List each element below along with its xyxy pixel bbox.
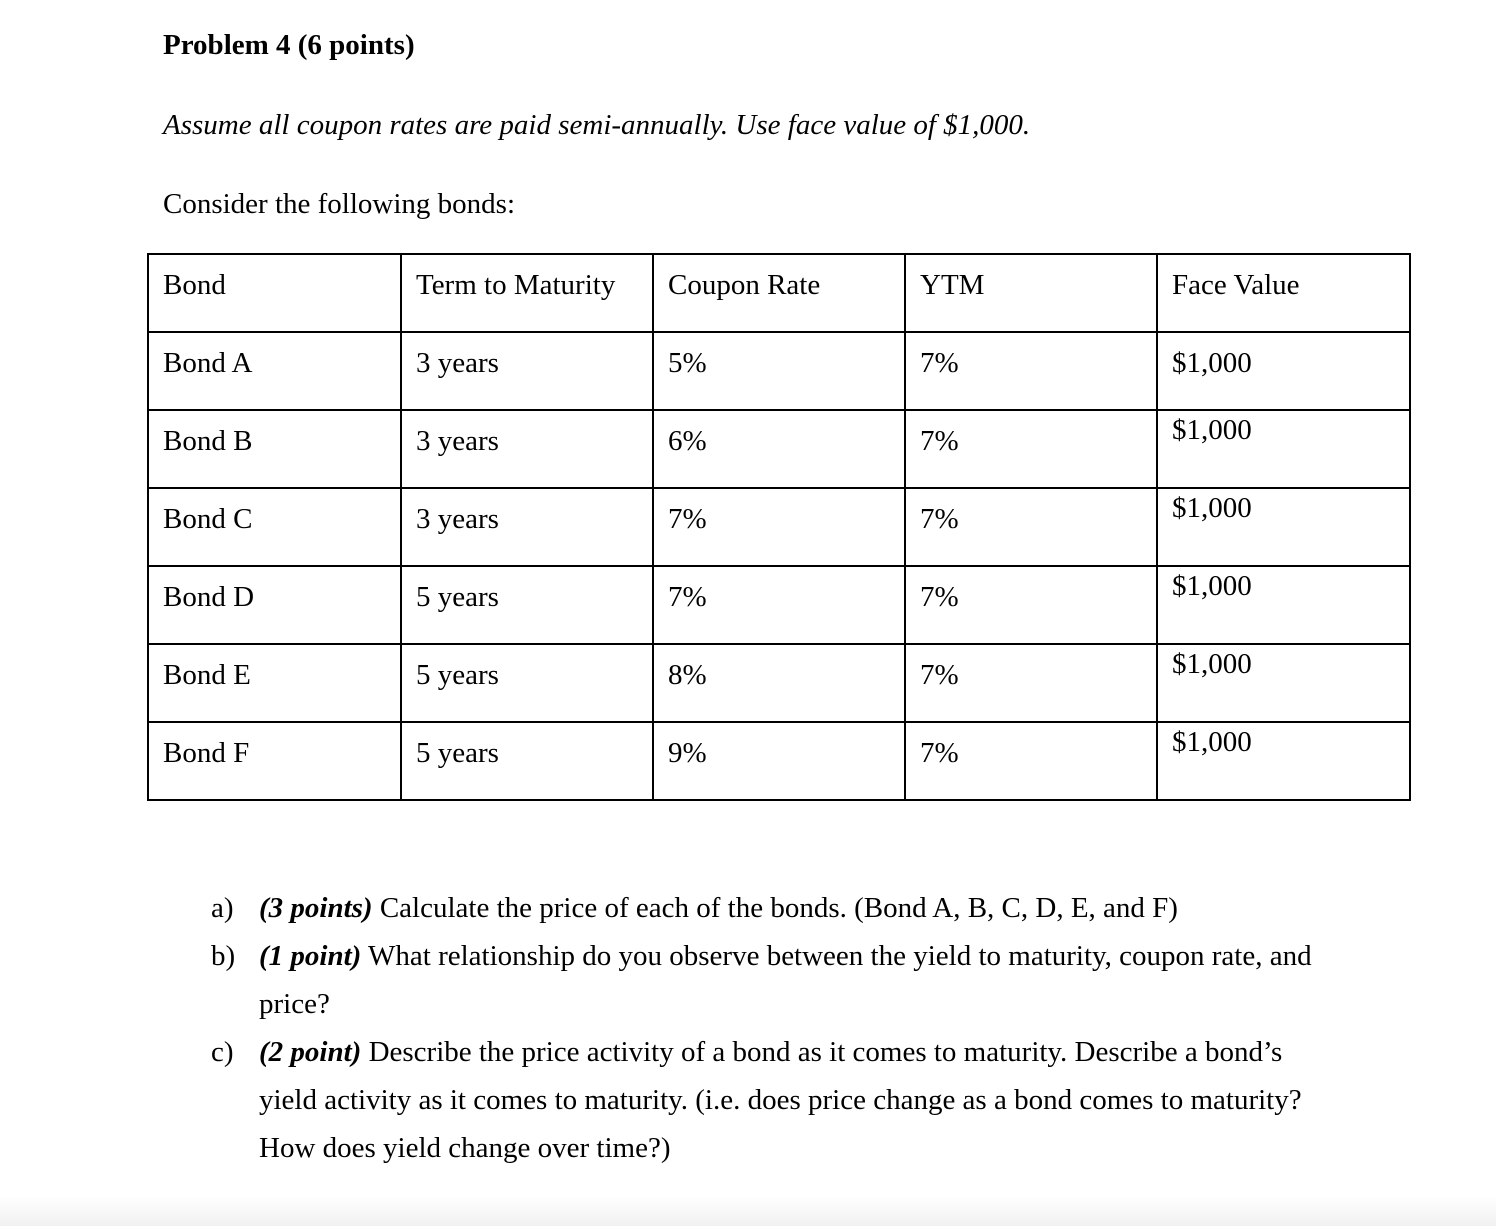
question-points: (1 point) (259, 940, 362, 972)
cell-face: $1,000 (1157, 332, 1410, 410)
cell-face: $1,000 (1157, 410, 1410, 488)
cell-ytm: 7% (905, 410, 1157, 488)
question-text: Calculate the price of each of the bonds. (Bond A, B, C, D, E, and F) (372, 892, 1178, 924)
question-marker: a) (211, 892, 234, 924)
question-text: What relationship do you observe between the yield to maturity, coupon rate, and price? (259, 940, 1312, 1020)
cell-coupon: 8% (653, 644, 905, 722)
question-list (211, 884, 1321, 1172)
cell-face: $1,000 (1157, 722, 1410, 800)
assumption-text: Assume all coupon rates are paid semi-annually. Use face value of $1,000. (163, 109, 1031, 141)
cell-face: $1,000 (1157, 566, 1410, 644)
question-c (211, 1028, 1321, 1172)
cell-bond: Bond B (148, 410, 401, 488)
table-row (148, 488, 1410, 566)
cell-face: $1,000 (1157, 644, 1410, 722)
cell-face: $1,000 (1157, 488, 1410, 566)
header-ytm: YTM (905, 254, 1157, 332)
question-body (259, 932, 1321, 1028)
question-text: Describe the price activity of a bond as it comes to maturity. Describe a bond’s yield activity as it comes to maturity. (i.e. does price change as a bond comes to maturity? How does yield change over time?) (259, 1036, 1302, 1164)
cell-term: 3 years (401, 488, 653, 566)
question-body (259, 884, 1321, 932)
cell-bond: Bond E (148, 644, 401, 722)
cell-bond: Bond D (148, 566, 401, 644)
cell-coupon: 9% (653, 722, 905, 800)
cell-bond: Bond C (148, 488, 401, 566)
page-bottom-shadow (0, 1196, 1496, 1226)
cell-ytm: 7% (905, 332, 1157, 410)
question-points: (3 points) (259, 892, 373, 924)
cell-term: 5 years (401, 566, 653, 644)
question-marker: c) (211, 1036, 234, 1068)
cell-coupon: 7% (653, 488, 905, 566)
question-b (211, 932, 1321, 1028)
table-header-row (148, 254, 1410, 332)
cell-ytm: 7% (905, 722, 1157, 800)
cell-bond: Bond F (148, 722, 401, 800)
cell-coupon: 5% (653, 332, 905, 410)
cell-ytm: 7% (905, 644, 1157, 722)
question-a (211, 884, 1321, 932)
table-row (148, 566, 1410, 644)
cell-term: 3 years (401, 410, 653, 488)
header-term: Term to Maturity (401, 254, 653, 332)
header-coupon: Coupon Rate (653, 254, 905, 332)
cell-ytm: 7% (905, 488, 1157, 566)
cell-coupon: 7% (653, 566, 905, 644)
intro-text: Consider the following bonds: (163, 188, 516, 220)
cell-bond: Bond A (148, 332, 401, 410)
cell-term: 5 years (401, 722, 653, 800)
cell-ytm: 7% (905, 566, 1157, 644)
question-body (259, 1028, 1321, 1172)
problem-title: Problem 4 (6 points) (163, 29, 415, 61)
table-row (148, 644, 1410, 722)
table-row (148, 722, 1410, 800)
cell-coupon: 6% (653, 410, 905, 488)
question-marker: b) (211, 940, 236, 972)
cell-term: 5 years (401, 644, 653, 722)
question-points: (2 point) (259, 1036, 362, 1068)
header-bond: Bond (148, 254, 401, 332)
bonds-table (147, 253, 1411, 801)
table-row (148, 332, 1410, 410)
cell-term: 3 years (401, 332, 653, 410)
table-row (148, 410, 1410, 488)
header-face: Face Value (1157, 254, 1410, 332)
